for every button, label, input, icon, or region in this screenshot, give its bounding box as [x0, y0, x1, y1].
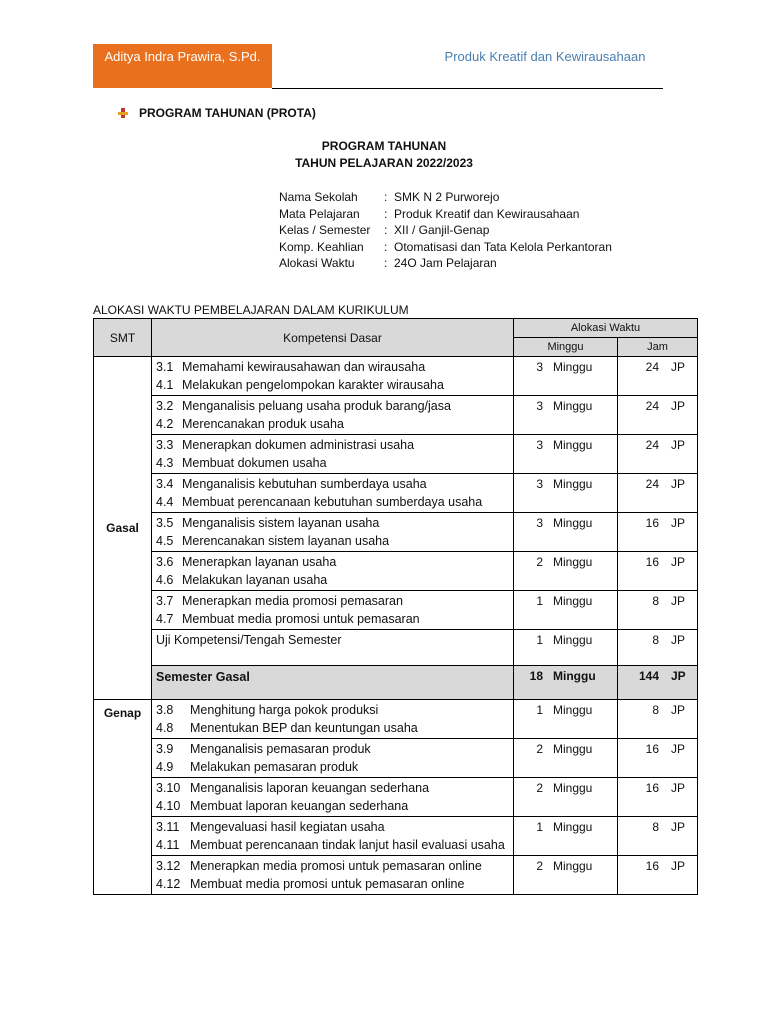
- minggu-value: [518, 819, 613, 835]
- jam-unit: JP: [671, 438, 686, 452]
- jam-value: [622, 593, 693, 609]
- table-row: [94, 552, 698, 591]
- smt-genap: Genap: [94, 700, 152, 895]
- minggu-unit: Minggu: [553, 516, 593, 530]
- table-row: [94, 591, 698, 630]
- total-row: [94, 666, 698, 700]
- info-key: Alokasi Waktu: [279, 256, 355, 270]
- jam-value: [622, 702, 693, 718]
- kd-cell: [152, 474, 514, 513]
- jam-cell: [618, 357, 698, 396]
- kd-number: 4.4: [156, 495, 174, 509]
- jam-number: 16: [645, 742, 659, 756]
- kd-text: Melakukan pengelompokan karakter wirausaha: [182, 378, 444, 392]
- jam-cell: [618, 396, 698, 435]
- jam-number: 8: [652, 633, 659, 647]
- jam-unit: JP: [671, 477, 686, 491]
- kd-text: Menganalisis laporan keuangan sederhana: [190, 781, 430, 795]
- info-value: 24O Jam Pelajaran: [394, 256, 497, 270]
- jam-value: [622, 554, 693, 570]
- kd-text: Merencanakan produk usaha: [182, 417, 344, 431]
- minggu-number: 3: [536, 438, 543, 452]
- kd-number: 3.7: [156, 594, 174, 608]
- minggu-number: 1: [536, 703, 543, 717]
- minggu-value: [518, 554, 613, 570]
- jam-cell: [618, 630, 698, 666]
- info-value: XII / Ganjil-Genap: [394, 223, 490, 237]
- kd-line: [156, 779, 509, 797]
- minggu-unit: Minggu: [553, 399, 593, 413]
- author-name: Aditya Indra Prawira, S.Pd.: [104, 49, 261, 64]
- jam-value: [622, 398, 693, 414]
- jam-cell: [618, 513, 698, 552]
- header-author-box: [93, 44, 272, 88]
- minggu-number: 1: [536, 594, 543, 608]
- kd-text: Merencanakan sistem layanan usaha: [182, 534, 390, 548]
- allocation-title: ALOKASI WAKTU PEMBELAJARAN DALAM KURIKULUM: [93, 303, 409, 317]
- info-value: SMK N 2 Purworejo: [394, 190, 500, 204]
- total-label-cell: [152, 666, 514, 700]
- kd-number: 3.2: [156, 399, 174, 413]
- jam-unit: JP: [671, 360, 686, 374]
- kd-number: 4.5: [156, 534, 174, 548]
- table-row: [94, 474, 698, 513]
- jam-number: 24: [645, 399, 659, 413]
- jam-value: [622, 668, 693, 684]
- jam-value: [622, 476, 693, 492]
- minggu-cell: [514, 630, 618, 666]
- info-colon: :: [384, 256, 388, 270]
- minggu-cell: [514, 357, 618, 396]
- kd-cell: [152, 435, 514, 474]
- minggu-number: 3: [536, 516, 543, 530]
- info-row: [279, 255, 612, 272]
- kd-text: Menganalisis sistem layanan usaha: [182, 516, 380, 530]
- doc-subtitle: TAHUN PELAJARAN 2022/2023: [295, 156, 473, 170]
- kd-number: 3.4: [156, 477, 174, 491]
- minggu-value: [518, 858, 613, 874]
- minggu-cell: [514, 778, 618, 817]
- jam-value: [622, 741, 693, 757]
- jam-number: 24: [645, 438, 659, 452]
- minggu-unit: Minggu: [553, 633, 593, 647]
- kd-number: 4.3: [156, 456, 174, 470]
- info-key: Komp. Keahlian: [279, 239, 364, 254]
- kd-number: 3.8: [156, 703, 174, 717]
- minggu-unit: Minggu: [553, 555, 593, 569]
- info-colon: :: [384, 239, 388, 254]
- info-colon: :: [384, 206, 388, 221]
- jam-unit: JP: [671, 633, 686, 647]
- info-colon: :: [384, 190, 388, 204]
- minggu-cell: [514, 856, 618, 895]
- minggu-cell: [514, 513, 618, 552]
- minggu-value: [518, 632, 613, 648]
- minggu-unit: Minggu: [553, 477, 593, 491]
- jam-cell: [618, 817, 698, 856]
- header-minggu: Minggu: [514, 338, 618, 357]
- kd-text: Melakukan pemasaran produk: [190, 760, 359, 774]
- minggu-cell: [514, 474, 618, 513]
- minggu-unit: Minggu: [553, 438, 593, 452]
- kd-text: Melakukan layanan usaha: [182, 573, 328, 587]
- info-row: [279, 222, 612, 239]
- kd-line: [156, 592, 509, 610]
- table-row: [94, 700, 698, 739]
- kd-text: Memahami kewirausahawan dan wirausaha: [182, 360, 426, 374]
- table-row: [94, 435, 698, 474]
- kd-cell: [152, 700, 514, 739]
- kd-text: Menganalisis pemasaran produk: [190, 742, 371, 756]
- info-key: Nama Sekolah: [279, 190, 358, 204]
- minggu-number: 2: [536, 742, 543, 756]
- jam-unit: JP: [671, 781, 686, 795]
- kd-line: [156, 836, 509, 854]
- info-row: [279, 206, 612, 223]
- kd-number: 3.11: [156, 820, 180, 834]
- jam-cell: [618, 435, 698, 474]
- kd-line: [156, 740, 509, 758]
- kd-text: Membuat media promosi untuk pemasaran online: [190, 877, 465, 891]
- kd-line: [156, 875, 509, 893]
- kd-cell: [152, 778, 514, 817]
- jam-cell: [618, 552, 698, 591]
- jam-value: [622, 780, 693, 796]
- jam-value: [622, 515, 693, 531]
- jam-number: 16: [645, 516, 659, 530]
- minggu-number: 1: [536, 633, 543, 647]
- kd-number: 3.9: [156, 742, 174, 756]
- jam-value: [622, 437, 693, 453]
- header-smt: SMT: [94, 319, 152, 357]
- minggu-cell: [514, 817, 618, 856]
- minggu-value: [518, 593, 613, 609]
- table-row: [94, 396, 698, 435]
- table-row: [94, 513, 698, 552]
- jam-unit: JP: [671, 742, 686, 756]
- minggu-number: 18: [529, 669, 543, 683]
- info-row: [279, 239, 612, 256]
- kd-text: Membuat dokumen usaha: [182, 456, 327, 470]
- kd-text: Menerapkan layanan usaha: [182, 555, 337, 569]
- kd-text: Menentukan BEP dan keuntungan usaha: [190, 721, 418, 735]
- kd-text: Membuat media promosi untuk pemasaran: [182, 612, 420, 626]
- jam-number: 8: [652, 594, 659, 608]
- jam-unit: JP: [671, 399, 686, 413]
- kd-line: [156, 493, 509, 511]
- minggu-cell: [514, 591, 618, 630]
- kd-number: 4.9: [156, 760, 174, 774]
- kd-cell: [152, 739, 514, 778]
- uji-text: Uji Kompetensi/Tengah Semester: [156, 633, 342, 647]
- kd-text: Membuat laporan keuangan sederhana: [190, 799, 409, 813]
- kd-text: Menghitung harga pokok produksi: [190, 703, 379, 717]
- header-rule: [272, 88, 663, 89]
- minggu-value: [518, 702, 613, 718]
- kd-number: 3.3: [156, 438, 174, 452]
- kd-text: Membuat perencanaan tindak lanjut hasil evaluasi usaha: [190, 838, 505, 852]
- header-subject: Produk Kreatif dan Kewirausahaan: [444, 49, 646, 64]
- minggu-cell: [514, 435, 618, 474]
- minggu-value: [518, 741, 613, 757]
- minggu-value: [518, 359, 613, 375]
- table-row: [94, 739, 698, 778]
- kd-text: Mengevaluasi hasil kegiatan usaha: [190, 820, 385, 834]
- kd-number: 4.12: [156, 877, 181, 891]
- total-label: Semester Gasal: [156, 670, 250, 684]
- minggu-unit: Minggu: [553, 703, 593, 717]
- jam-unit: JP: [671, 703, 686, 717]
- kd-number: 4.1: [156, 378, 174, 392]
- jam-unit: JP: [671, 594, 686, 608]
- minggu-value: [518, 780, 613, 796]
- minggu-number: 3: [536, 360, 543, 374]
- jam-value: [622, 858, 693, 874]
- kd-line: [156, 514, 509, 532]
- kd-cell: [152, 552, 514, 591]
- jam-number: 16: [645, 555, 659, 569]
- jam-cell: [618, 856, 698, 895]
- minggu-unit: Minggu: [553, 669, 596, 683]
- kd-cell: [152, 856, 514, 895]
- section-heading: [117, 106, 316, 120]
- kd-line: [156, 571, 509, 589]
- kd-cell: [152, 630, 514, 666]
- jam-number: 16: [645, 859, 659, 873]
- jam-unit: JP: [671, 555, 686, 569]
- jam-number: 8: [652, 820, 659, 834]
- minggu-value: [518, 668, 613, 684]
- kd-cell: [152, 591, 514, 630]
- info-key: Mata Pelajaran: [279, 206, 360, 221]
- info-key: Kelas / Semester: [279, 223, 371, 237]
- kd-number: 3.6: [156, 555, 174, 569]
- kd-line: [156, 415, 509, 433]
- kd-line: [156, 358, 509, 376]
- header-alokasi: Alokasi Waktu: [514, 319, 698, 338]
- kd-line: [156, 758, 509, 776]
- minggu-number: 2: [536, 859, 543, 873]
- jam-unit: JP: [671, 516, 686, 530]
- minggu-cell: [514, 700, 618, 739]
- info-row: [279, 189, 612, 206]
- kd-text: Membuat perencanaan kebutuhan sumberdaya usaha: [182, 495, 483, 509]
- kd-number: 3.1: [156, 360, 174, 374]
- kd-line: [156, 553, 509, 571]
- info-block: [279, 189, 612, 272]
- kd-number: 3.5: [156, 516, 174, 530]
- doc-title: PROGRAM TAHUNAN: [321, 139, 447, 153]
- kd-number: 4.7: [156, 612, 174, 626]
- kd-number: 4.10: [156, 799, 181, 813]
- jam-cell: [618, 666, 698, 700]
- table-row: [94, 856, 698, 895]
- kd-line: [156, 610, 509, 628]
- kd-line: [156, 454, 509, 472]
- minggu-unit: Minggu: [553, 781, 593, 795]
- jam-unit: JP: [671, 669, 686, 683]
- section-title: PROGRAM TAHUNAN (PROTA): [139, 106, 316, 120]
- minggu-cell: [514, 739, 618, 778]
- minggu-unit: Minggu: [553, 594, 593, 608]
- kd-line: [156, 719, 509, 737]
- kd-cell: [152, 357, 514, 396]
- table-row: [94, 357, 698, 396]
- kd-text: Menerapkan media promosi untuk pemasaran online: [190, 859, 482, 873]
- minggu-number: 3: [536, 477, 543, 491]
- kd-line: [156, 397, 509, 415]
- header-jam: Jam: [618, 338, 698, 357]
- kd-line: [156, 436, 509, 454]
- minggu-value: [518, 476, 613, 492]
- kd-number: 4.8: [156, 721, 174, 735]
- jam-number: 24: [645, 477, 659, 491]
- jam-value: [622, 819, 693, 835]
- jam-unit: JP: [671, 859, 686, 873]
- minggu-cell: [514, 552, 618, 591]
- jam-cell: [618, 591, 698, 630]
- minggu-cell: [514, 396, 618, 435]
- minggu-unit: Minggu: [553, 742, 593, 756]
- allocation-table: [93, 318, 698, 895]
- uji-row: [94, 630, 698, 666]
- info-value: Produk Kreatif dan Kewirausahaan: [394, 206, 580, 221]
- jam-number: 16: [645, 781, 659, 795]
- kd-text: Menerapkan dokumen administrasi usaha: [182, 438, 415, 452]
- kd-line: [156, 818, 509, 836]
- minggu-number: 2: [536, 781, 543, 795]
- minggu-cell: [514, 666, 618, 700]
- kd-line: [156, 475, 509, 493]
- table-row: [94, 778, 698, 817]
- kd-number: 3.12: [156, 859, 181, 873]
- minggu-unit: Minggu: [553, 859, 593, 873]
- kd-line: [156, 532, 509, 550]
- jam-number: 8: [652, 703, 659, 717]
- jam-unit: JP: [671, 820, 686, 834]
- kd-cell: [152, 396, 514, 435]
- kd-cell: [152, 817, 514, 856]
- kd-number: 4.11: [156, 838, 180, 852]
- bullet-icon: [117, 107, 129, 119]
- minggu-unit: Minggu: [553, 360, 593, 374]
- header-kd: Kompetensi Dasar: [152, 319, 514, 357]
- jam-value: [622, 359, 693, 375]
- info-colon: :: [384, 223, 388, 237]
- jam-number: 24: [645, 360, 659, 374]
- minggu-number: 3: [536, 399, 543, 413]
- kd-line: [156, 797, 509, 815]
- jam-number: 144: [638, 669, 659, 683]
- minggu-unit: Minggu: [553, 820, 593, 834]
- kd-cell: [152, 513, 514, 552]
- info-value: Otomatisasi dan Tata Kelola Perkantoran: [394, 239, 612, 254]
- kd-number: 3.10: [156, 781, 181, 795]
- jam-cell: [618, 778, 698, 817]
- minggu-value: [518, 398, 613, 414]
- jam-cell: [618, 739, 698, 778]
- kd-text: Menganalisis kebutuhan sumberdaya usaha: [182, 477, 427, 491]
- kd-number: 4.6: [156, 573, 174, 587]
- kd-number: 4.2: [156, 417, 174, 431]
- kd-line: [156, 857, 509, 875]
- jam-value: [622, 632, 693, 648]
- minggu-number: 1: [536, 820, 543, 834]
- kd-text: Menerapkan media promosi pemasaran: [182, 594, 403, 608]
- kd-line: [156, 376, 509, 394]
- kd-text: Menganalisis peluang usaha produk barang/jasa: [182, 399, 451, 413]
- minggu-value: [518, 437, 613, 453]
- kd-line: [156, 701, 509, 719]
- table-row: [94, 817, 698, 856]
- minggu-number: 2: [536, 555, 543, 569]
- minggu-value: [518, 515, 613, 531]
- jam-cell: [618, 700, 698, 739]
- smt-gasal: Gasal: [94, 357, 152, 700]
- jam-cell: [618, 474, 698, 513]
